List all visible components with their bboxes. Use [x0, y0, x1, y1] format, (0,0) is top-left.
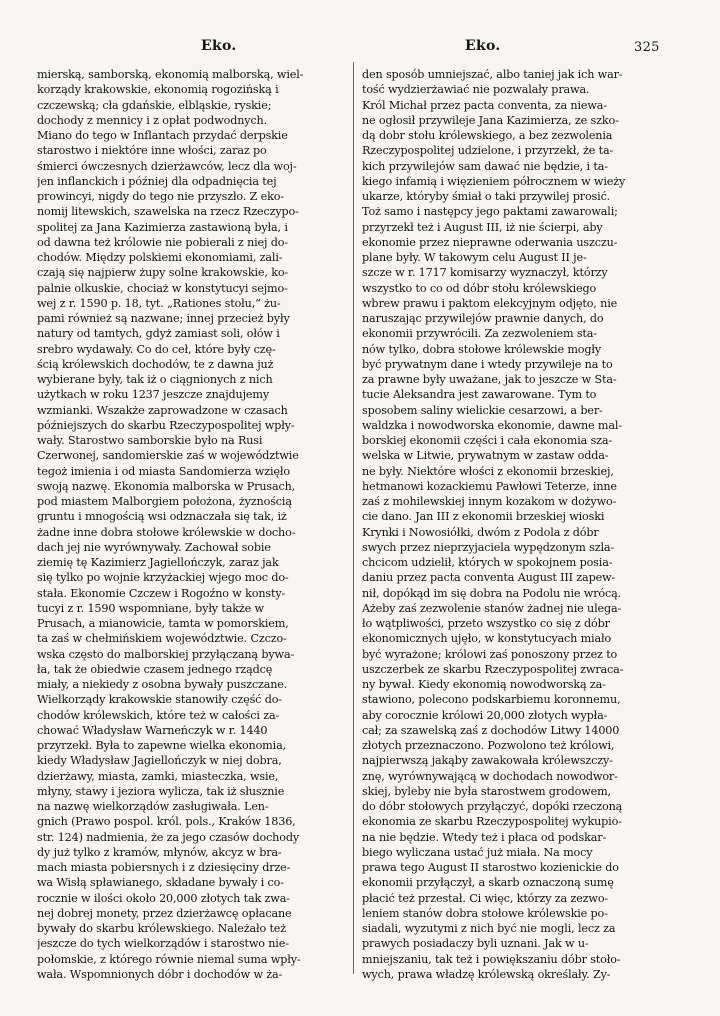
text-line: dach jej nie wyrównywały. Zachował sobie	[37, 540, 271, 554]
text-line: ekonomie przez nieprawne oderwania uszczu-	[362, 235, 618, 249]
text-line: nej dobrej monety, przez dzierżawcę opłacane	[37, 906, 292, 920]
text-line: tucyi z r. 1590 wspomniane, były także w	[37, 601, 264, 615]
right-running-head: Eko.	[465, 38, 501, 54]
text-line: za prawne były uważane, jak to jeszcze w Sta-	[362, 373, 617, 386]
text-line: bywały do skarbu królewskiego. Należało też	[37, 922, 287, 935]
text-line: naruszając przywilejów prawnie danych, do	[362, 312, 604, 325]
text-line: jeszcze do tych wielkorządów i starostwo nie-	[37, 937, 289, 951]
text-line: ła, tak że obiedwie czasem jednego rządcę	[37, 662, 273, 676]
text-line: starostwo i niektóre inne włości, zaraz po	[37, 144, 267, 158]
text-line: gnich (Prawo pospol. król. pols., Kraków 1836,	[37, 815, 296, 829]
text-line: cie dano. Jan III z ekonomii brzeskiej wioski	[362, 510, 605, 524]
text-line: str. 124) nadmienia, że za jego czasów dochody	[37, 830, 300, 844]
text-line: stała. Ekonomie Czczew i Rogoźno w konsty-	[37, 586, 286, 600]
text-line: ukarze, któryby śmiał o taki przywilej prosić.	[362, 190, 611, 203]
text-line: Miano do tego w Inflantach przydać derpskie	[37, 129, 288, 142]
text-line: ne były. Niektóre włości z ekonomii brzeskiej,	[362, 464, 614, 478]
text-line: kich przywilejów sam dawać nie będzie, i ta-	[362, 159, 608, 173]
text-line: ziemię tę Kazimierz Jagiellończyk, zaraz jak	[37, 556, 279, 569]
text-line: najpierwszą jakąby zawakowała królewszczy-	[362, 754, 613, 768]
text-line: dą dobr stołu królewskiego, a bez zezwolenia	[362, 129, 613, 142]
text-line: gruntu i mnogością wsi odznaczała się tak, iż	[37, 510, 287, 524]
text-line: chodów królewskich, które też w całości za-	[37, 708, 280, 722]
text-line: Ażeby zaś zezwolenie stanów żadnej nie ulega-	[362, 601, 622, 615]
text-line: kiedy Władysław Jagiellończyk w niej dobra,	[37, 754, 282, 768]
text-line: wzmianki. Wszakże zaprowadzone w czasach	[37, 403, 288, 417]
text-line: spolitej za Jana Kazimierza zastawioną była, i	[37, 220, 288, 234]
text-line: tegoż imienia i od miasta Sandomierza wzięło	[37, 464, 290, 478]
text-line: się tylko po wojnie krzyżackiej wjego moc do-	[37, 571, 289, 585]
text-line: dochody z mennicy i z opłat podwodnych.	[37, 113, 268, 127]
text-line: Czerwonej, sandomierskie zaś w województwie	[37, 449, 299, 463]
text-line: leniem stanów dobra stołowe królewskie po-	[362, 906, 608, 920]
text-line: tucie Aleksandra jest zawarowane. Tym to	[362, 388, 597, 402]
text-line: palnie olkuskie, chociaż w konstytucyi sejmo-	[37, 281, 288, 295]
text-line: Król Michał przez pacta conventa, za niewa-	[362, 98, 607, 112]
column-divider	[353, 62, 354, 974]
text-line: nił, dopókąd im się dobra na Podolu nie wrócą.	[362, 586, 622, 600]
text-line: ne ogłosił przywileje Jana Kazimierza, ze szko-	[362, 113, 619, 127]
text-line: do dóbr stołowych przyłączyć, dopóki rzeczoną	[362, 800, 623, 813]
text-line: jen inflanckich i później dla odpadnięcia tej	[37, 174, 277, 188]
text-line: pami również są nazwane; innej przecież były	[37, 312, 290, 325]
text-line: wybierane były, tak iż o ciągnionych z nich	[37, 373, 273, 386]
text-line: wej z r. 1590 p. 18, tyt. „Rationes stołu,“ żu-	[37, 296, 281, 310]
text-line: korządy krakowskie, ekonomią rogozińską i	[37, 83, 279, 97]
text-line: ekonomii przywrócili. Za zezwoleniem sta-	[362, 327, 597, 341]
text-line: wska często do malborskiej przyłączaną bywa-	[37, 647, 295, 661]
text-line: czają się najpierw żupy solne krakowskie, ko-	[37, 266, 289, 280]
text-line: chodów. Między polskiemi ekonomiami, zali-	[37, 251, 283, 264]
text-line: użytkach w roku 1237 jeszcze znajdujemy	[37, 388, 270, 402]
text-line: aby corocznie królowi 20,000 złotych wypła-	[362, 708, 608, 722]
text-line: ścią królewskich dochodów, te z dawna już	[37, 357, 274, 371]
text-line: wała. Wspomnionych dóbr i dochodów w ża-	[37, 967, 283, 981]
text-line: Rzeczypospolitej udzielone, i przyrzekł, że ta-	[362, 144, 614, 158]
text-line: stawiono, polecono podskarbiemu koronnemu,	[362, 693, 621, 707]
text-line: znę, wyrównywającą w dochodach nowodwor-	[362, 769, 618, 783]
text-line: Prusach, a mianowicie, tamta w pomorskiem,	[37, 617, 289, 630]
text-line: dy już tylko z kramów, młynów, akcyz w bra-	[37, 845, 282, 859]
text-line: nów tylko, dobra stołowe królewskie mogły	[362, 342, 602, 356]
text-line: być prywatnym dane i wtedy przywileje na to	[362, 357, 613, 371]
text-line: dzierżawy, miasta, zamki, miasteczka, wsie,	[37, 769, 279, 783]
text-line: płacić też przestał. Ci więc, którzy za zezwo-	[362, 891, 609, 905]
text-line: den sposób umniejszać, albo taniej jak ich war-	[362, 68, 623, 81]
left-running-head: Eko.	[201, 38, 237, 54]
text-line: kiego infamią i więzieniem półrocznem w wieży	[362, 174, 626, 188]
text-line: wa Wisłą spławianego, składane bywały i co-	[37, 876, 284, 890]
text-line: pod miastem Malborgiem położona, żyznością	[37, 495, 292, 508]
text-line: swych przez nieprzyjaciela wypędzonym szla-	[362, 540, 615, 554]
text-line: na nazwę wielkorządów zasługiwała. Len-	[37, 800, 269, 813]
text-line: połomskie, z którego równie niemal suma wpły-	[37, 952, 301, 966]
text-line: plane były. W takowym celu August II je-	[362, 251, 587, 264]
text-line: waldzka i nowodworska ekonomie, dawne mal-	[362, 418, 622, 432]
text-line: chcicom udzielił, których w spokojnem posia-	[362, 556, 613, 569]
text-line: natury od tamtych, gdyż zamiast soli, ołów i	[37, 327, 280, 341]
text-line: nomij litewskich, szawelska na rzecz Rzeczypo-	[37, 205, 299, 219]
left-text-column	[37, 67, 347, 982]
text-line: ekonomia ze skarbu Rzeczypospolitej wykupio-	[362, 815, 622, 829]
text-line: uszczerbek ze skarbu Rzeczypospolitej zwraca-	[362, 662, 624, 676]
text-line: wały. Starostwo samborskie było na Rusi	[37, 434, 263, 447]
text-line: chować Władysław Warneńczyk w r. 1440	[37, 723, 268, 737]
text-line: ekonomicznych ujęło, w konstytucyach miało	[362, 632, 612, 646]
right-text-column	[362, 67, 672, 982]
text-line: srebro wydawały. Co do ceł, które były czę-	[37, 342, 276, 356]
text-line: żadne inne dobra stołowe królewskie w docho-	[37, 525, 296, 539]
text-line: czczewską; cła gdańskie, elbląskie, ryskie;	[37, 98, 272, 112]
text-line: śmierci ówczesnych dzierżawców, lecz dla woj-	[37, 159, 297, 173]
text-line: prawa tego August II starostwo kozienickie do	[362, 861, 619, 874]
text-line: od dawna też królowie nie pobierali z niej do-	[37, 235, 288, 249]
text-line: późniejszych do skarbu Rzeczypospolitej wpły-	[37, 418, 295, 432]
text-line: przyrzekł też i August III, iż nie ścierpi, aby	[362, 220, 603, 234]
text-line: ekonomii przyłączył, a skarb oznaczoną sumę	[362, 876, 614, 890]
text-line: Toż samo i następcy jego paktami zawarowali;	[362, 205, 618, 219]
text-line: zaś z mohilewskiej innym kozakom w dożywo-	[362, 495, 617, 508]
text-line: mierską, samborską, ekonomią malborską, wiel-	[37, 68, 304, 81]
text-line: borskiej ekonomii części i cała ekonomia sza-	[362, 434, 613, 447]
text-line: wych, prawa władzę królewską określały. Zy-	[362, 967, 611, 981]
text-line: swoją nazwę. Ekonomia malborska w Prusach,	[37, 479, 296, 493]
text-line: ło wątpliwości, przeto wszystko co się z dóbr	[362, 617, 610, 630]
text-line: cał; za szawelską zaś z dochodów Litwy 14000	[362, 723, 620, 737]
text-line: przyrzekł. Była to zapewne wielka ekonomia,	[37, 739, 286, 752]
text-line: prawych posiadaczy byli uznani. Jak w u-	[362, 937, 589, 951]
text-line: złotych przeznaczono. Pozwolono też królowi,	[362, 739, 615, 752]
text-line: młyny, stawy i jeziora wylicza, tak iż słusznie	[37, 784, 285, 798]
text-line: ta zaś w chełmińskiem województwie. Czczo-	[37, 632, 287, 646]
text-line: wszystko to co od dóbr stołu królewskiego	[362, 281, 597, 295]
text-line: biego wyliczana ustać już miała. Na mocy	[362, 845, 593, 859]
text-line: Wielkorządy krakowskie stanowiły część do-	[37, 693, 282, 707]
text-line: prowincyi, nigdy do tego nie przyszło. Z eko-	[37, 190, 284, 203]
text-line: skiej, byleby nie była starostwem grodowem,	[362, 784, 611, 798]
page-number: 325	[634, 40, 660, 55]
text-line: być wyrażone; królowi zaś ponoszony przez to	[362, 647, 618, 661]
text-line: mach miasta pobiersnych i z dziesięciny drze-	[37, 861, 291, 874]
text-line: welska w Litwie, prywatnym w zastaw odda-	[362, 449, 609, 463]
text-line: hetmanowi kozackiemu Pawłowi Teterze, inne	[362, 479, 617, 493]
text-line: Krynki i Nowosiółki, dwóm z Podola z dóbr	[362, 525, 599, 539]
text-line: ny bywał. Kiedy ekonomią nowodworską za-	[362, 678, 606, 691]
text-line: rocznie w ilości około 20,000 złotych tak zwa-	[37, 891, 290, 905]
text-line: na nie będzie. Wtedy też i płaca od podskar-	[362, 830, 607, 844]
text-line: daniu przez pacta conventa August III zapew-	[362, 571, 616, 585]
text-line: miały, a niekiedy z osobna bywały puszczane.	[37, 678, 288, 691]
text-line: tość wydzierżawiać nie pozwalały prawa.	[362, 83, 590, 97]
text-line: siadali, wyzutymi z nich być nie mogli, lecz za	[362, 922, 616, 935]
text-line: wbrew prawu i paktom elekcyjnym odjęto, nie	[362, 296, 618, 310]
text-line: mniejszaniu, tak też i powiększaniu dóbr stoło-	[362, 952, 621, 966]
text-line: szcze w r. 1717 komisarzy wyznaczył, którzy	[362, 266, 608, 280]
text-line: sposobem saliny wielickie cesarzowi, a ber-	[362, 403, 603, 417]
